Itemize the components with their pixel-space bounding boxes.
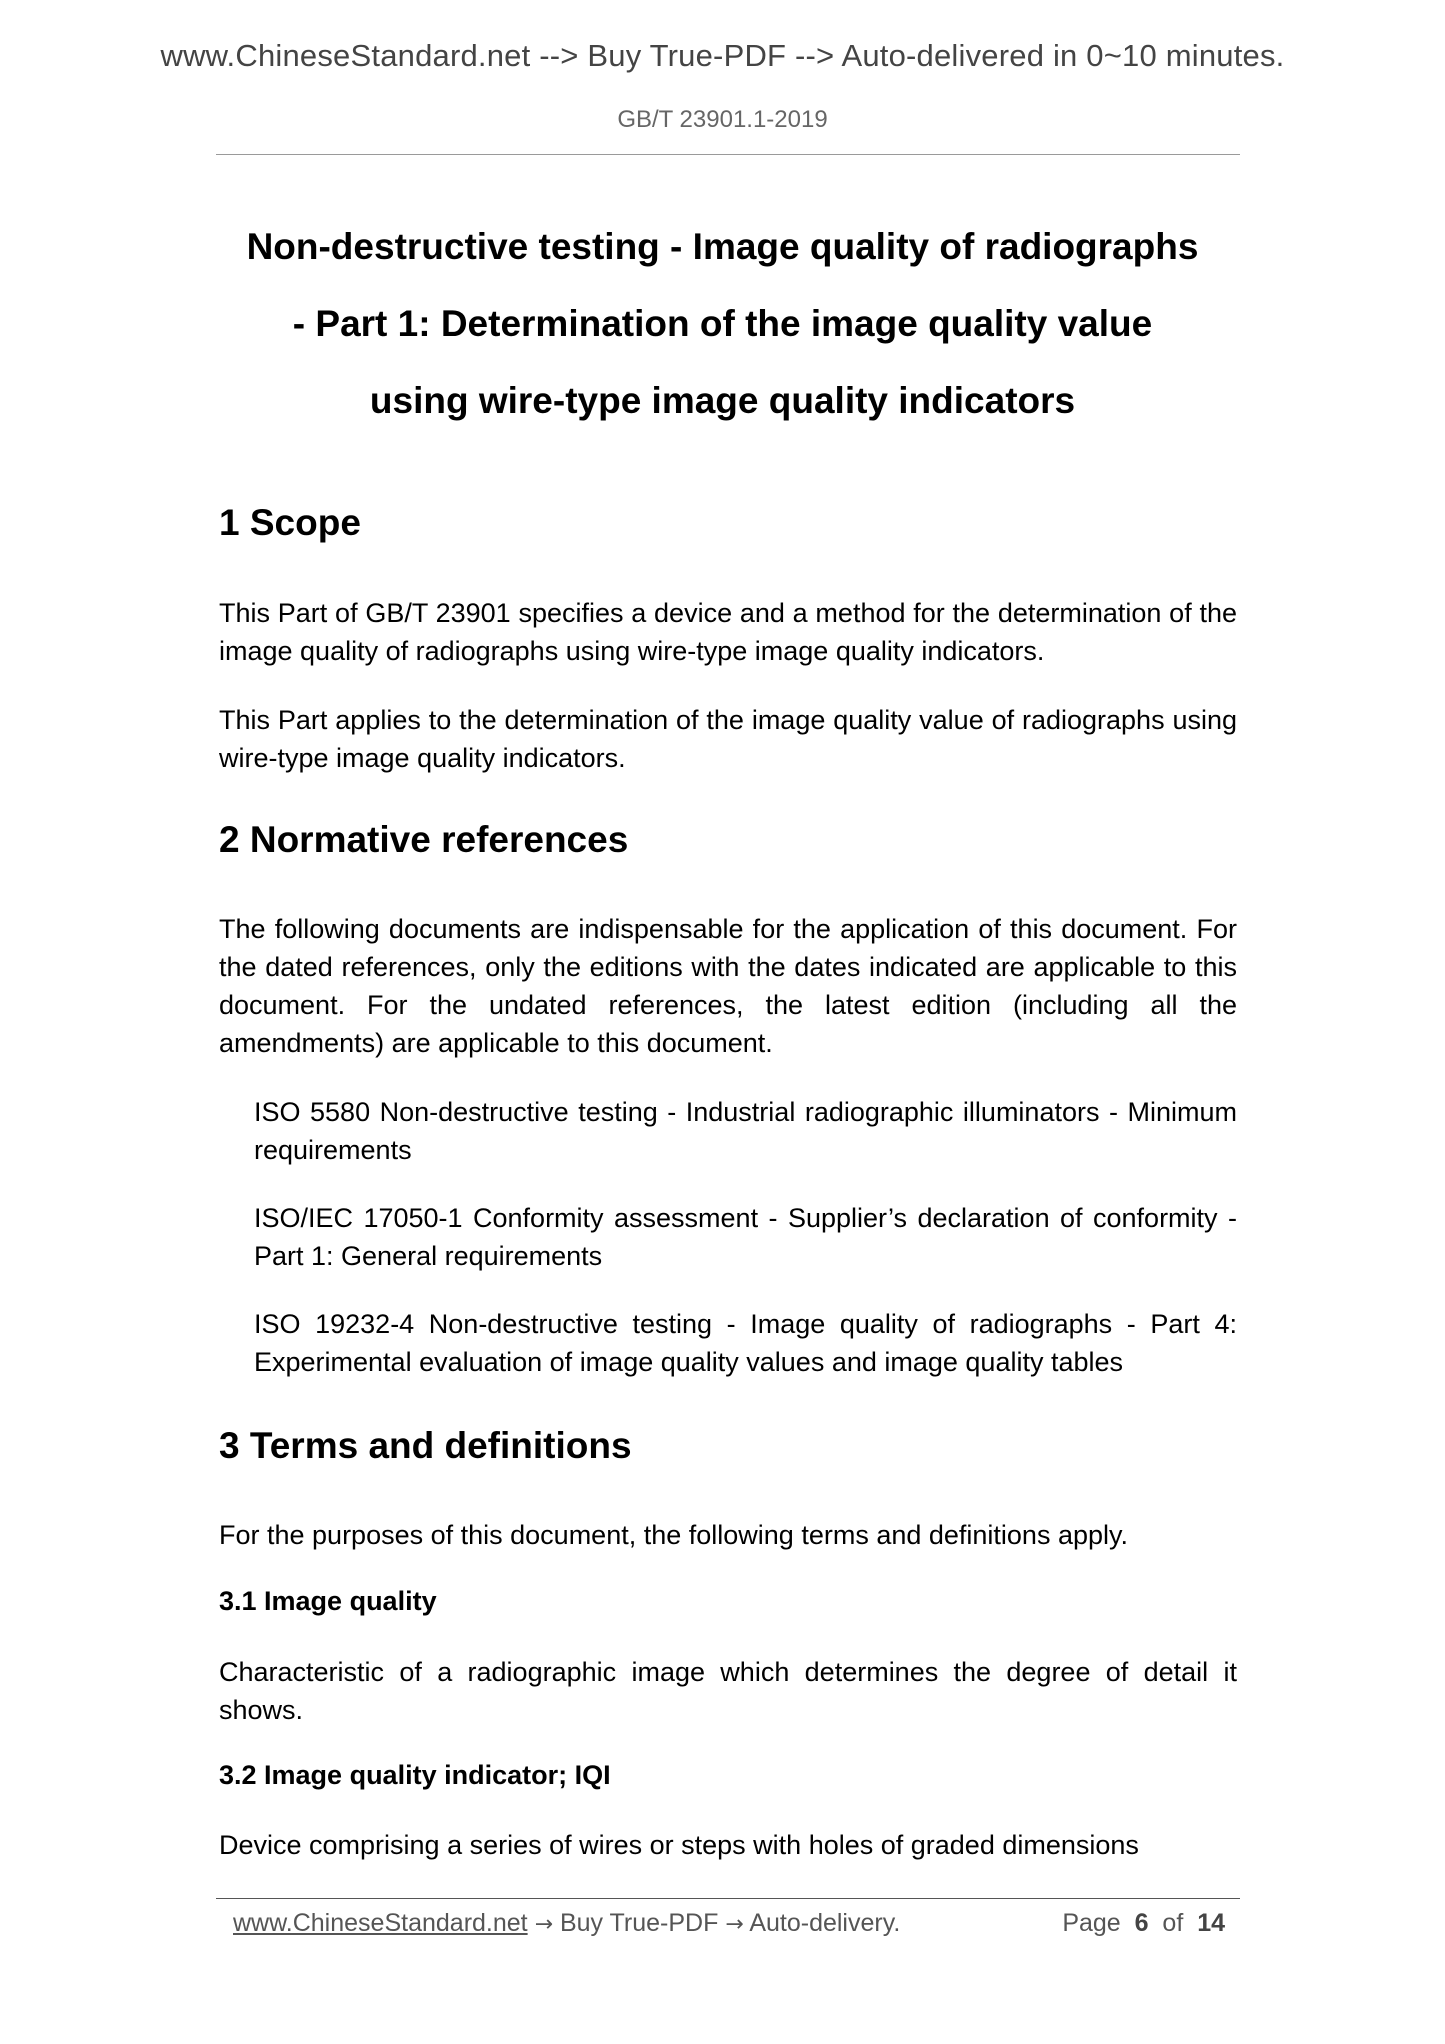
- footer-site-link[interactable]: www.ChineseStandard.net: [233, 1909, 528, 1937]
- reference-item-iso-19232-4: ISO 19232-4 Non-destructive testing - Image quality of radiographs - Part 4: Experimental evaluation of image quality values and image quality tables: [254, 1309, 1237, 1377]
- scope-paragraph-1: This Part of GB/T 23901 specifies a device and a method for the determination of the image quality of radiographs using wire-type image quality indicators.: [219, 598, 1237, 666]
- standard-code: GB/T 23901.1-2019: [617, 106, 828, 133]
- header-banner: www.ChineseStandard.net --> Buy True-PDF --> Auto-delivered in 0~10 minutes.: [160, 38, 1285, 73]
- arrow-right-icon: →: [534, 1912, 554, 1937]
- footer-delivery-text: Auto-delivery.: [749, 1909, 901, 1937]
- footer-links: [233, 1905, 900, 1943]
- page-current: 6: [1134, 1909, 1149, 1937]
- footer-buy-text: Buy True-PDF: [559, 1909, 719, 1937]
- page-number: [1062, 1905, 1225, 1941]
- page-footer: [233, 1905, 1225, 1941]
- terms-definitions-heading: 3 Terms and definitions: [219, 1425, 632, 1466]
- scope-heading: 1 Scope: [219, 502, 361, 543]
- reference-item-iso-iec-17050-1: ISO/IEC 17050-1 Conformity assessment - Supplier’s declaration of conformity - Part 1: General requirements: [254, 1203, 1237, 1271]
- term-3-1-definition: Characteristic of a radiographic image which determines the degree of detail it shows.: [219, 1657, 1237, 1725]
- page-label: Page: [1062, 1909, 1121, 1937]
- scope-paragraph-2: This Part applies to the determination of the image quality value of radiographs using wire-type image quality indicators.: [219, 705, 1237, 773]
- terms-intro-paragraph: For the purposes of this document, the following terms and definitions apply.: [219, 1520, 1128, 1550]
- page-total: 14: [1197, 1909, 1225, 1937]
- header-divider: [216, 154, 1240, 155]
- title-line-1: Non-destructive testing - Image quality of radiographs: [246, 226, 1199, 267]
- reference-item-iso-5580: ISO 5580 Non-destructive testing - Industrial radiographic illuminators - Minimum requirements: [254, 1097, 1237, 1165]
- footer-divider: [216, 1898, 1240, 1899]
- term-3-2-definition: Device comprising a series of wires or steps with holes of graded dimensions: [219, 1830, 1139, 1860]
- title-line-2: - Part 1: Determination of the image quality value: [292, 303, 1153, 344]
- document-title: [160, 208, 1285, 439]
- title-line-3: using wire-type image quality indicators: [369, 380, 1076, 421]
- arrow-right-icon: →: [725, 1912, 744, 1937]
- term-3-1-heading: 3.1 Image quality: [219, 1586, 437, 1616]
- of-label: of: [1162, 1909, 1184, 1937]
- normative-references-heading: 2 Normative references: [219, 819, 629, 860]
- normative-references-paragraph: The following documents are indispensable for the application of this document. For the dated references, only the editions with the dates indicated are applicable to this document. For the undated references, the latest edition (including all the amendments) are applicable to this document.: [219, 914, 1237, 1058]
- term-3-2-heading: 3.2 Image quality indicator; IQI: [219, 1760, 611, 1790]
